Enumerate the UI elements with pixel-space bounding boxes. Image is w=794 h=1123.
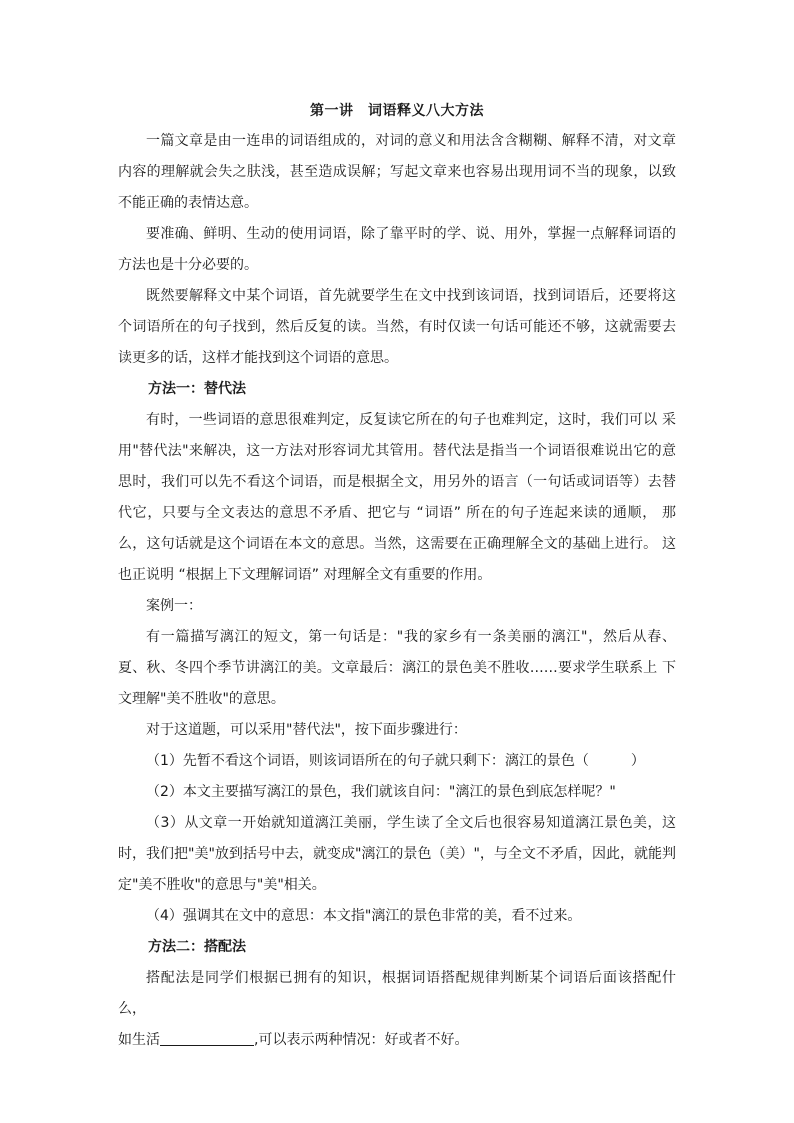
method-2-heading: 方法二：搭配法 [148, 939, 246, 955]
method-2-paragraph: 搭配法是同学们根据已拥有的知识，根据词语搭配规律判断某个词语后面该搭配什么， [118, 970, 676, 1017]
steps-intro: 对于这道题，可以采用"替代法"，按下面步骤进行： [146, 722, 467, 738]
fill-in-blank [160, 1031, 254, 1046]
method-1-paragraph: 有时，一些词语的意思很难判定，反复读它所在的句子也难判定，这时，我们可以 采用"替代法"来解决，这一方法对形容词尤其管用。替代法是指当一个词语很难说出它的意思时，我们可以先不看这个词语，而是根据全文，用另外的语言（一句话或词语等）去替代它，只要与全文表达的意思不矛盾、把它与 “词语” 所在的句子连起来读的通顺， 那么，这句话就是这个词语在本文的意思。当然，这需要在正确理解全文的基础上进行。 这也正说明 “根据上下文理解词语” 对理解全文有重要的作用。 [118, 412, 676, 583]
document-title: 第一讲 词语释义八大方法 [310, 103, 484, 119]
intro-paragraph-3: 既然要解释文中某个词语，首先就要学生在文中找到该词语，找到词语后，还要将这个词语所在的句子找到，然后反复的读。当然，有时仅读一句话可能还不够，这就需要去读更多的话，这样才能找到这个词语的意思。 [118, 288, 676, 366]
step-1: （1）先暂不看这个词语，则该词语所在的句子就只剩下：漓江的景色（ ） [146, 753, 645, 769]
intro-paragraph-1: 一篇文章是由一连串的词语组成的，对词的意义和用法含含糊糊、解释不清，对文章内容的理解就会失之肤浅，甚至造成误解；写起文章来也容易出现用词不当的现象，以致不能正确的表情达意。 [118, 133, 676, 211]
intro-paragraph-2: 要准确、鲜明、生动的使用词语，除了靠平时的学、说、用外，掌握一点解释词语的方法也是十分必要的。 [118, 226, 676, 273]
method-1-heading: 方法一：替代法 [148, 381, 246, 397]
step-4: （4）强调其在文中的意思：本文指"漓江的景色非常的美，看不过来。 [146, 908, 582, 924]
step-3: （3）从文章一开始就知道漓江美丽，学生读了全文后也很容易知道漓江景色美，这时，我们把"美"放到括号中去，就变成"漓江的景色（美）"，与全文不矛盾，因此，就能判定"美不胜收"的意思与"美"相关。 [118, 815, 676, 893]
example-suffix: ,可以表示两种情况：好或者不好。 [254, 1032, 469, 1048]
case-label: 案例一： [146, 598, 202, 614]
example-prefix: 如生活 [118, 1032, 160, 1048]
document-page [118, 98, 676, 1056]
method-2-example-line [118, 1025, 676, 1056]
case-text: 有一篇描写漓江的短文，第一句话是："我的家乡有一条美丽的漓江"，然后从春、 夏、秋、冬四个季节讲漓江的美。文章最后：漓江的景色美不胜收……要求学生联系上 下文理解"美不胜收"的意思。 [118, 629, 676, 707]
step-2: （2）本文主要描写漓江的景色，我们就该自问："漓江的景色到底怎样呢？" [146, 784, 616, 800]
